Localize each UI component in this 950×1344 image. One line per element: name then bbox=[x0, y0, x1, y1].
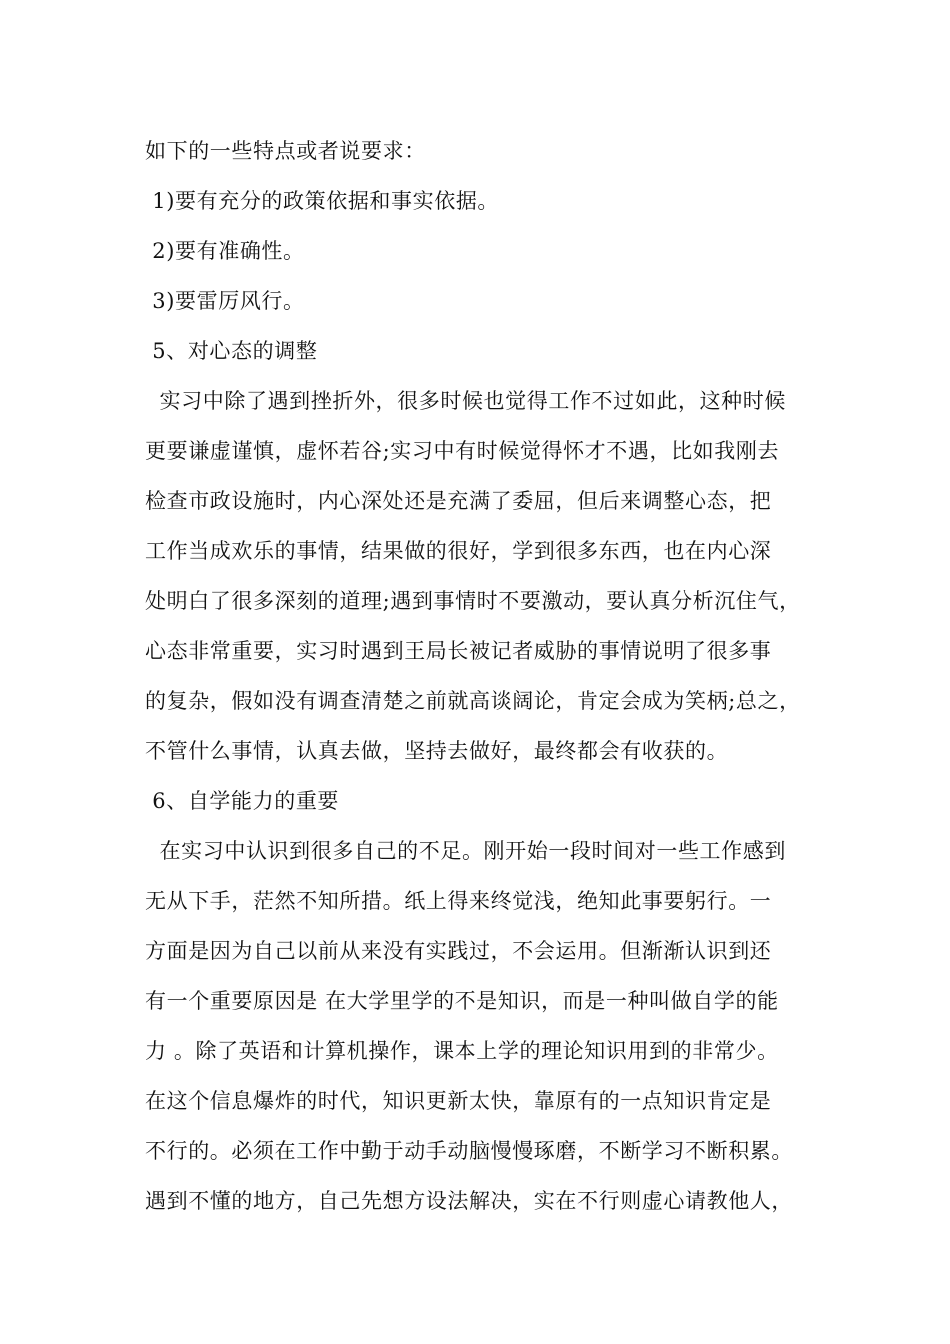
text-line-16: 无从下手，茫然不知所措。纸上得来终觉浅，绝知此事要躬行。一 bbox=[145, 889, 772, 913]
text-line-7: 更要谦虚谨慎，虚怀若谷;实习中有时候觉得怀才不遇，比如我刚去 bbox=[145, 439, 780, 463]
text-line-20: 在这个信息爆炸的时代，知识更新太快，靠原有的一点知识肯定是 bbox=[145, 1089, 772, 1113]
text-line-17: 方面是因为自己以前从来没有实践过，不会运用。但渐渐认识到还 bbox=[145, 939, 772, 963]
text-line-3: 2)要有准确性。 bbox=[145, 239, 305, 263]
text-line-13: 不管什么事情，认真去做，坚持去做好，最终都会有收获的。 bbox=[145, 739, 729, 763]
text-line-22: 遇到不懂的地方，自己先想方设法解决，实在不行则虚心请教他人， bbox=[145, 1189, 793, 1213]
section-heading-5: 5、对心态的调整 bbox=[145, 339, 318, 363]
text-line-9: 工作当成欢乐的事情，结果做的很好，学到很多东西，也在内心深 bbox=[145, 539, 772, 563]
text-line-19: 力 。除了英语和计算机操作，课本上学的理论知识用到的非常少。 bbox=[145, 1039, 779, 1063]
text-line-21: 不行的。必须在工作中勤于动手动脑慢慢琢磨，不断学习不断积累。 bbox=[145, 1139, 793, 1163]
text-line-1: 如下的一些特点或者说要求： bbox=[145, 139, 426, 163]
section-heading-6: 6、自学能力的重要 bbox=[145, 789, 340, 813]
text-line-8: 检查市政设施时，内心深处还是充满了委屈，但后来调整心态，把 bbox=[145, 489, 772, 513]
text-line-18: 有一个重要原因是 在大学里学的不是知识，而是一种叫做自学的能 bbox=[145, 989, 779, 1013]
text-line-15: 在实习中认识到很多自己的不足。刚开始一段时间对一些工作感到 bbox=[145, 839, 786, 863]
text-line-11: 心态非常重要，实习时遇到王局长被记者威胁的事情说明了很多事 bbox=[145, 639, 772, 663]
text-line-12: 的复杂，假如没有调查清楚之前就高谈阔论，肯定会成为笑柄;总之， bbox=[145, 689, 801, 713]
text-line-4: 3)要雷厉风行。 bbox=[145, 289, 305, 313]
text-line-6: 实习中除了遇到挫折外，很多时候也觉得工作不过如此，这种时候 bbox=[145, 389, 786, 413]
text-line-10: 处明白了很多深刻的道理;遇到事情时不要激动，要认真分析沉住气， bbox=[145, 589, 801, 613]
text-line-2: 1)要有充分的政策依据和事实依据。 bbox=[145, 189, 500, 213]
